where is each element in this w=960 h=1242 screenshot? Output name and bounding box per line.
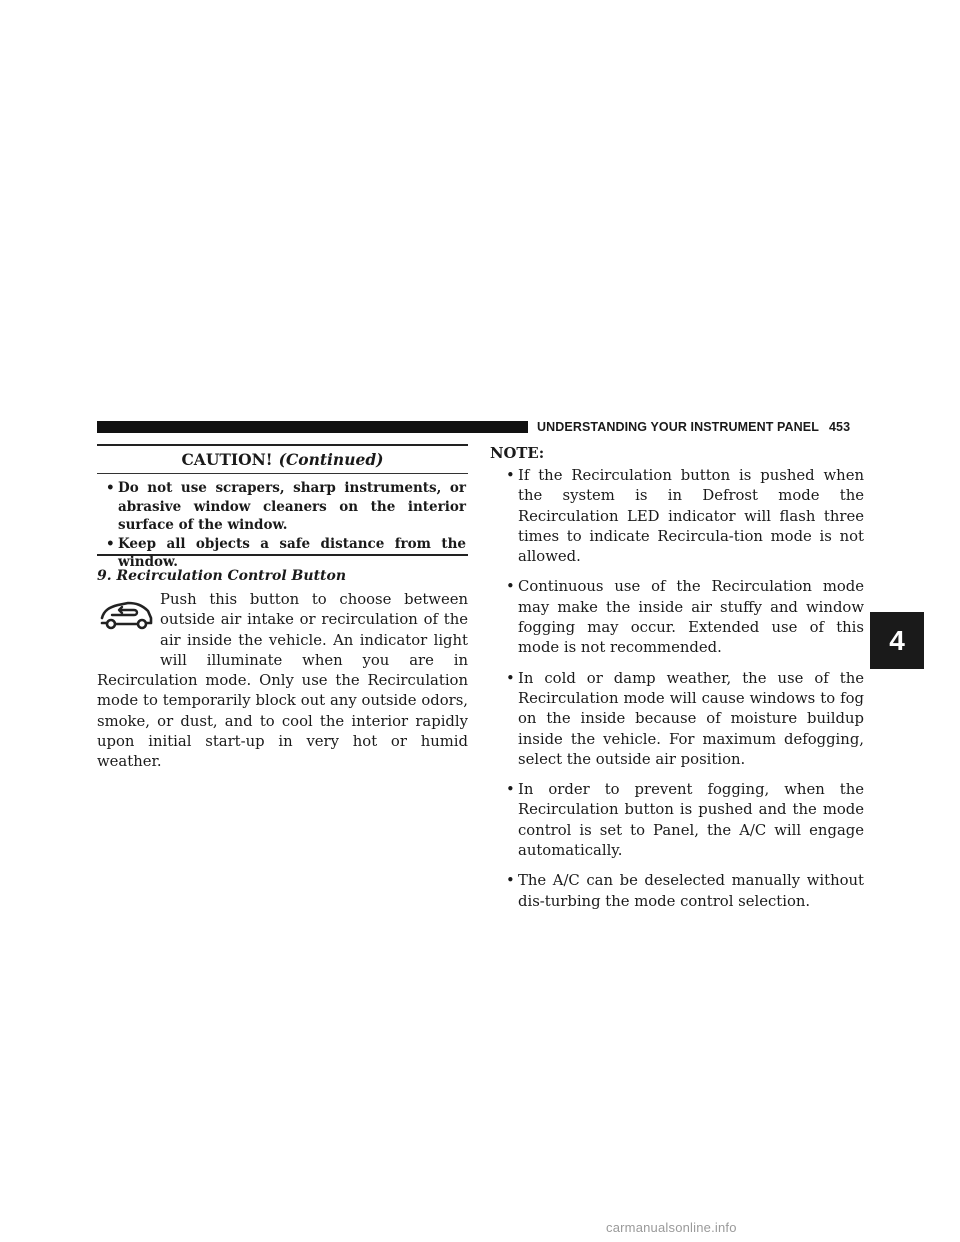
chapter-tab: 4 <box>870 612 924 669</box>
caution-item: • Do not use scrapers, sharp instruments, or abrasive window cleaners on the interior surface of the window. <box>97 479 468 535</box>
recirculation-text: Push this button to choose between outside air intake or recirculation of the air inside the vehicle. An indicator light will illuminate when you are in Recirculation mode. Only use the Recirculation mode to temporarily block out any outside odors, smoke, or dust, and to cool the interior rapidly upon initial start-up in very hot or humid weather. <box>97 591 468 771</box>
recirculation-heading: 9. Recirculation Control Button <box>97 568 347 584</box>
note-item: • If the Recirculation button is pushed when the system is in Defrost mode the Recirculation LED indicator will flash three times to indicate Recircula-tion mode is not allowed. <box>490 466 864 567</box>
recirculation-paragraph <box>97 590 468 773</box>
footer-watermark: carmanualsonline.info <box>606 1220 737 1235</box>
note-item: • Continuous use of the Recirculation mode may make the inside air stuffy and window fogging may occur. Extended use of this mode is not recommended. <box>490 577 864 658</box>
running-header <box>537 419 850 435</box>
caution-box <box>97 444 468 570</box>
caution-title: CAUTION! <box>181 450 273 469</box>
page-number: 453 <box>828 420 851 434</box>
caution-continued: (Continued) <box>278 450 384 469</box>
note-item: • In cold or damp weather, the use of the Recirculation mode will cause windows to fog on the inside because of moisture buildup inside the vehicle. For maximum defogging, select the outside air position. <box>490 669 864 770</box>
caution-list <box>97 474 468 572</box>
caution-header <box>97 446 468 474</box>
note-item: • The A/C can be deselected manually without dis-turbing the mode control selection. <box>490 871 864 912</box>
note-label: NOTE: <box>490 445 545 462</box>
section-title: UNDERSTANDING YOUR INSTRUMENT PANEL <box>537 420 819 434</box>
header-rule <box>97 421 528 433</box>
icon-spacer <box>97 590 160 670</box>
caution-item: • Keep all objects a safe distance from the window. <box>97 535 468 572</box>
note-item: • In order to prevent fogging, when the Recirculation button is pushed and the mode control is set to Panel, the A/C will engage automatically. <box>490 780 864 861</box>
note-list <box>490 466 864 922</box>
